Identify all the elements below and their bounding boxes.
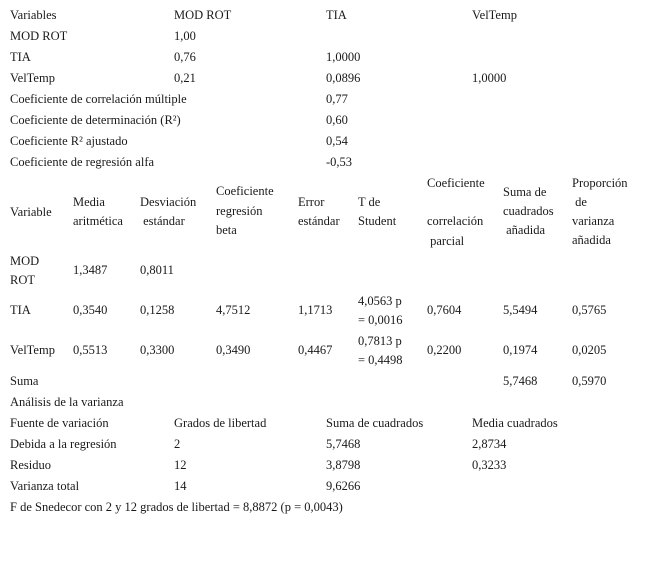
coef-cell-parcial: 0,2200 <box>427 343 462 357</box>
anova-cell: 0,3233 <box>472 458 507 472</box>
stat-value: -0,53 <box>326 155 353 169</box>
coef-header-beta: Coeficiente <box>216 184 274 198</box>
sum-prop: 0,5970 <box>572 374 607 388</box>
corr-row-label: TIA <box>10 50 31 64</box>
coef-header-beta: regresión <box>216 204 263 218</box>
anova-header: Grados de libertad <box>174 416 267 430</box>
anova-cell: Varianza total <box>10 479 80 493</box>
sum-label: Suma <box>10 374 39 388</box>
coef-header-media: Media <box>73 195 105 209</box>
anova-header: Media cuadrados <box>472 416 558 430</box>
corr-cell: 1,0000 <box>326 50 361 64</box>
coef-cell-media: 0,5513 <box>73 343 108 357</box>
coef-header-error: Error <box>298 195 325 209</box>
coef-row-variable: TIA <box>10 303 31 317</box>
coef-cell-parcial: 0,7604 <box>427 303 462 317</box>
corr-header-modrot: MOD ROT <box>174 8 232 22</box>
coef-cell-media: 0,3540 <box>73 303 108 317</box>
coef-header-prop: de <box>572 195 587 209</box>
stat-value: 0,54 <box>326 134 348 148</box>
corr-cell: 1,0000 <box>472 71 507 85</box>
coef-header-media: aritmética <box>73 214 123 228</box>
coef-cell-desviacion: 0,3300 <box>140 343 175 357</box>
anova-cell: 12 <box>174 458 187 472</box>
coef-cell-media: 1,3487 <box>73 263 108 277</box>
anova-cell: 2,8734 <box>472 437 507 451</box>
coef-cell-desviacion: 0,8011 <box>140 263 174 277</box>
coef-header-suma: Suma de <box>503 185 547 199</box>
anova-cell: Residuo <box>10 458 51 472</box>
corr-cell: 0,21 <box>174 71 196 85</box>
coef-header-suma: cuadrados <box>503 204 554 218</box>
anova-cell: 9,6266 <box>326 479 361 493</box>
coef-header-suma: añadida <box>503 223 545 237</box>
coef-cell-error: 1,1713 <box>298 303 333 317</box>
coef-cell-desviacion: 0,1258 <box>140 303 175 317</box>
coef-cell-t: 4,0563 p <box>358 294 402 308</box>
stat-label: Coeficiente de regresión alfa <box>10 155 155 169</box>
coef-header-prop: varianza <box>572 214 615 228</box>
anova-header: Fuente de variación <box>10 416 109 430</box>
coef-header-desviacion: Desviación <box>140 195 197 209</box>
coef-header-prop: Proporción <box>572 176 628 190</box>
coef-header-beta: beta <box>216 223 237 237</box>
stat-label: Coeficiente de determinación (R²) <box>10 113 181 127</box>
corr-cell: 1,00 <box>174 29 196 43</box>
anova-cell: 3,8798 <box>326 458 361 472</box>
coef-cell-t: = 0,0016 <box>358 313 403 327</box>
coef-header-prop: añadida <box>572 233 611 247</box>
corr-row-label: VelTemp <box>10 71 55 85</box>
stat-label: Coeficiente R² ajustado <box>10 134 128 148</box>
coef-row-variable: MOD <box>10 254 40 268</box>
coef-cell-beta: 4,7512 <box>216 303 251 317</box>
anova-cell: 14 <box>174 479 187 493</box>
corr-row-label: MOD ROT <box>10 29 68 43</box>
anova-cell: Debida a la regresión <box>10 437 117 451</box>
coef-header-variable: Variable <box>10 205 52 219</box>
sum-suma: 5,7468 <box>503 374 538 388</box>
coef-header-parcial: correlación <box>427 214 484 228</box>
coef-header-t: Student <box>358 214 397 228</box>
corr-header-variables: Variables <box>10 8 57 22</box>
coef-header-parcial: parcial <box>427 234 465 248</box>
corr-header-tia: TIA <box>326 8 347 22</box>
coef-row-variable: ROT <box>10 273 35 287</box>
stat-label: Coeficiente de correlación múltiple <box>10 92 187 106</box>
coef-cell-suma: 0,1974 <box>503 343 538 357</box>
stat-value: 0,77 <box>326 92 348 106</box>
coef-cell-prop: 0,0205 <box>572 343 607 357</box>
stat-value: 0,60 <box>326 113 348 127</box>
coef-cell-suma: 5,5494 <box>503 303 538 317</box>
coef-cell-prop: 0,5765 <box>572 303 607 317</box>
coef-row-variable: VelTemp <box>10 343 55 357</box>
coef-header-t: T de <box>358 195 381 209</box>
corr-cell: 0,0896 <box>326 71 361 85</box>
anova-title: Análisis de la varianza <box>10 395 124 409</box>
coef-header-error: estándar <box>298 214 340 228</box>
corr-cell: 0,76 <box>174 50 196 64</box>
anova-cell: 5,7468 <box>326 437 361 451</box>
corr-header-veltemp: VelTemp <box>472 8 517 22</box>
coef-cell-error: 0,4467 <box>298 343 333 357</box>
anova-cell: 2 <box>174 437 181 451</box>
anova-header: Suma de cuadrados <box>326 416 424 430</box>
coef-cell-beta: 0,3490 <box>216 343 251 357</box>
coef-header-desviacion: estándar <box>140 214 185 228</box>
snedecor-result: F de Snedecor con 2 y 12 grados de libertad = 8,8872 (p = 0,0043) <box>10 500 343 514</box>
coef-cell-t: = 0,4498 <box>358 353 403 367</box>
coef-cell-t: 0,7813 p <box>358 334 402 348</box>
coef-header-parcial: Coeficiente <box>427 176 485 190</box>
